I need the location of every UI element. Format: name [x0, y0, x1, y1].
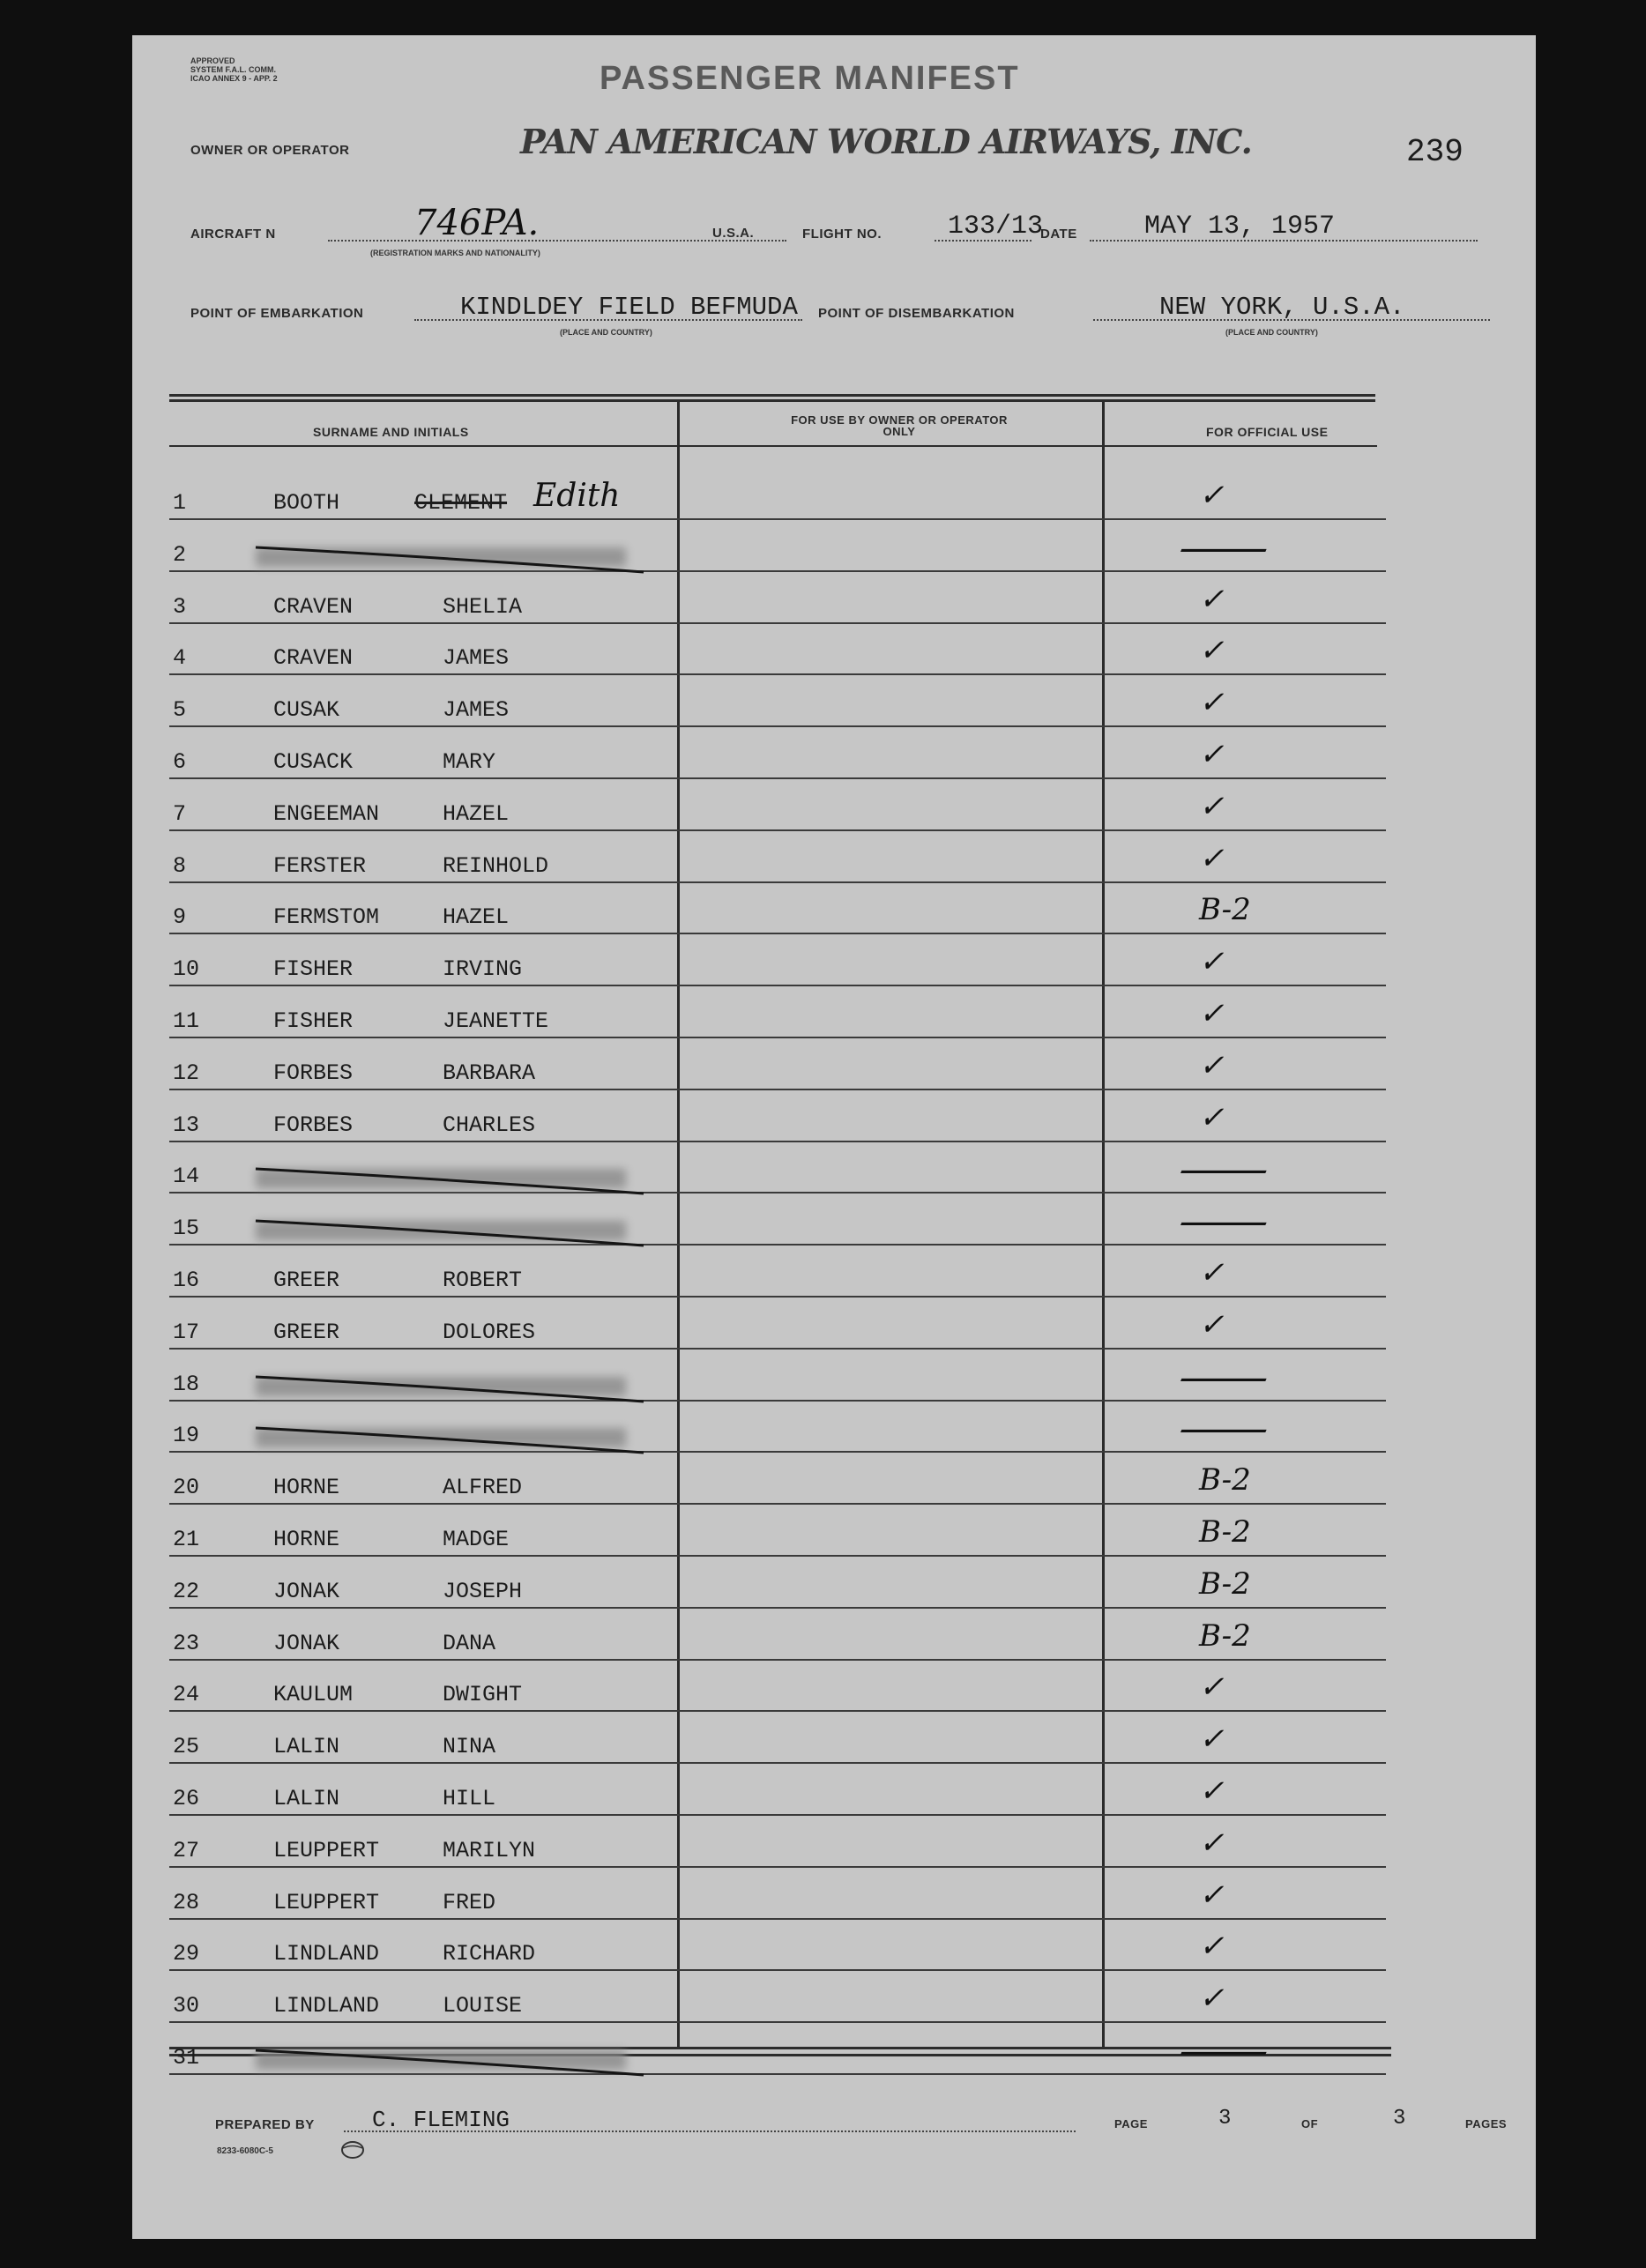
date-label: DATE — [1040, 227, 1077, 242]
row-rule — [169, 2021, 1386, 2023]
official-use-mark: ✓ — [1199, 1255, 1225, 1290]
passenger-surname: CUSACK — [273, 749, 354, 775]
row-rule — [169, 673, 1386, 675]
passenger-given-name: MARILYN — [443, 1838, 536, 1863]
official-use-mark: ✓ — [1199, 1929, 1225, 1964]
official-use-mark: — — [1177, 1403, 1270, 1453]
row-number: 19 — [173, 1423, 200, 1448]
passenger-surname: JONAK — [273, 1631, 340, 1656]
row-number: 1 — [173, 490, 187, 516]
row-number: 20 — [173, 1475, 200, 1500]
header-official-use: FOR OFFICIAL USE — [1206, 425, 1329, 439]
passenger-given-name: ROBERT — [443, 1268, 523, 1293]
row-number: 4 — [173, 645, 187, 671]
passenger-given-name: CLEMENT — [414, 490, 508, 516]
row-rule — [169, 1296, 1386, 1298]
official-use-mark: B-2 — [1199, 1618, 1251, 1654]
official-use-mark: ✓ — [1199, 685, 1225, 720]
row-rule — [169, 1866, 1386, 1868]
row-number: 5 — [173, 697, 187, 723]
passenger-given-name: JEANETTE — [443, 1008, 549, 1034]
official-use-mark: ✓ — [1199, 1721, 1225, 1757]
page-value: 3 — [1218, 2107, 1232, 2130]
passenger-surname: FISHER — [273, 1008, 354, 1034]
passenger-surname: FERSTER — [273, 853, 367, 879]
official-use-mark: ✓ — [1199, 1048, 1225, 1083]
row-rule — [169, 1141, 1386, 1142]
row-number: 24 — [173, 1682, 200, 1707]
passenger-given-name: MADGE — [443, 1527, 510, 1552]
official-use-mark: — — [1177, 1352, 1270, 1402]
row-rule — [169, 1762, 1386, 1764]
page-label: PAGE — [1114, 2117, 1148, 2130]
row-number: 12 — [173, 1060, 200, 1086]
official-use-mark: ✓ — [1199, 1878, 1225, 1913]
official-use-mark: ✓ — [1199, 789, 1225, 824]
row-number: 9 — [173, 904, 187, 930]
disembark-value: NEW YORK, U.S.A. — [1159, 293, 1405, 322]
passenger-surname: JONAK — [273, 1579, 340, 1604]
row-number: 10 — [173, 956, 200, 982]
passenger-given-name: HILL — [443, 1786, 496, 1811]
passenger-surname: LALIN — [273, 1786, 340, 1811]
official-use-mark: B-2 — [1199, 892, 1251, 927]
row-number: 31 — [173, 2045, 200, 2071]
prepared-label: PREPARED BY — [215, 2117, 315, 2132]
row-number: 14 — [173, 1164, 200, 1189]
prepared-value: C. FLEMING — [372, 2107, 510, 2133]
passenger-given-name: HAZEL — [443, 904, 510, 930]
passenger-given-name: REINHOLD — [443, 853, 549, 879]
row-rule — [169, 933, 1386, 934]
official-use-mark: — — [1177, 2026, 1270, 2075]
passenger-given-name: RICHARD — [443, 1941, 536, 1967]
passenger-surname: FISHER — [273, 956, 354, 982]
passenger-given-name: JAMES — [443, 697, 510, 723]
passenger-surname: ENGEEMAN — [273, 801, 380, 827]
passenger-surname: LINDLAND — [273, 1993, 380, 2019]
passenger-given-name: IRVING — [443, 956, 523, 982]
passenger-given-name: DOLORES — [443, 1320, 536, 1345]
passenger-given-name: ALFRED — [443, 1475, 523, 1500]
official-use-mark: ✓ — [1199, 1669, 1225, 1705]
row-number: 13 — [173, 1112, 200, 1138]
official-use-mark: ✓ — [1199, 996, 1225, 1031]
official-use-mark: — — [1177, 1144, 1270, 1193]
passenger-surname: CUSAK — [273, 697, 340, 723]
place-note-1: (PLACE AND COUNTRY) — [560, 328, 652, 337]
pages-label: PAGES — [1465, 2117, 1508, 2130]
row-rule — [169, 829, 1386, 831]
passenger-given-name: BARBARA — [443, 1060, 536, 1086]
row-rule — [169, 1348, 1386, 1350]
row-number: 7 — [173, 801, 187, 827]
passenger-surname: LEUPPERT — [273, 1890, 380, 1915]
passenger-given-name: SHELIA — [443, 594, 523, 620]
row-rule — [169, 777, 1386, 779]
passenger-surname: LALIN — [273, 1734, 340, 1759]
aircraft-label: AIRCRAFT N — [190, 227, 276, 242]
passenger-given-name: MARY — [443, 749, 496, 775]
passenger-given-name: FRED — [443, 1890, 496, 1915]
official-use-mark: ✓ — [1199, 1774, 1225, 1809]
usa-label: U.S.A. — [712, 226, 755, 241]
of-label: OF — [1301, 2117, 1319, 2130]
passenger-surname: FERMSTOM — [273, 904, 380, 930]
pan-am-logo-icon — [339, 2138, 366, 2161]
passenger-given-name: DANA — [443, 1631, 496, 1656]
form-code: 8233-6080C-5 — [217, 2146, 273, 2156]
strike-through-mark — [247, 1151, 670, 1204]
passenger-surname: CRAVEN — [273, 594, 354, 620]
row-number: 25 — [173, 1734, 200, 1759]
manifest-paper — [132, 35, 1536, 2239]
row-rule — [169, 1969, 1386, 1971]
passenger-surname: HORNE — [273, 1527, 340, 1552]
passenger-surname: LEUPPERT — [273, 1838, 380, 1863]
official-use-mark: ✓ — [1199, 633, 1225, 668]
row-rule — [169, 518, 1386, 520]
row-number: 18 — [173, 1372, 200, 1397]
row-rule — [169, 1710, 1386, 1712]
row-number: 22 — [173, 1579, 200, 1604]
official-use-mark: ✓ — [1199, 478, 1225, 513]
row-number: 30 — [173, 1993, 200, 2019]
approval-line-2: SYSTEM F.A.L. COMM. — [190, 65, 277, 74]
passenger-given-name: HAZEL — [443, 801, 510, 827]
official-use-mark: B-2 — [1199, 1462, 1251, 1498]
official-use-mark: B-2 — [1199, 1566, 1251, 1602]
row-rule — [169, 1503, 1386, 1505]
row-number: 8 — [173, 853, 187, 879]
row-number: 28 — [173, 1890, 200, 1915]
row-number: 27 — [173, 1838, 200, 1863]
row-rule — [169, 1659, 1386, 1661]
row-number: 11 — [173, 1008, 200, 1034]
strike-through-mark — [247, 1203, 670, 1256]
owner-value: PAN AMERICAN WORLD AIRWAYS, INC. — [520, 122, 1252, 161]
official-use-mark: B-2 — [1199, 1514, 1251, 1550]
passenger-surname: FORBES — [273, 1060, 354, 1086]
passenger-surname: KAULUM — [273, 1682, 354, 1707]
handwritten-given-name: Edith — [533, 478, 621, 514]
row-number: 3 — [173, 594, 187, 620]
row-rule — [169, 1607, 1386, 1609]
row-number: 16 — [173, 1268, 200, 1293]
official-use-mark: ✓ — [1199, 1826, 1225, 1861]
row-number: 15 — [173, 1216, 200, 1241]
row-number: 2 — [173, 542, 187, 568]
owner-label: OWNER OR OPERATOR — [190, 143, 350, 158]
row-rule — [169, 1089, 1386, 1090]
form-title: PASSENGER MANIFEST — [600, 60, 1020, 97]
official-use-mark: — — [1177, 1196, 1270, 1246]
approval-line-3: ICAO ANNEX 9 - APP. 2 — [190, 74, 278, 83]
approval-line-1: APPROVED — [190, 56, 235, 65]
official-use-mark: ✓ — [1199, 1100, 1225, 1135]
row-rule — [169, 622, 1386, 624]
row-rule — [169, 881, 1386, 883]
official-use-mark: ✓ — [1199, 841, 1225, 876]
embark-value: KINDLDEY FIELD BEFMUDA — [460, 293, 798, 322]
row-number: 26 — [173, 1786, 200, 1811]
date-value: MAY 13, 1957 — [1144, 212, 1336, 242]
page-number: 239 — [1406, 134, 1464, 170]
header-owner-use: FOR USE BY OWNER OR OPERATOR ONLY — [791, 413, 1008, 438]
passenger-given-name: CHARLES — [443, 1112, 536, 1138]
row-number: 6 — [173, 749, 187, 775]
strike-through-mark — [247, 1359, 670, 1412]
row-rule — [169, 985, 1386, 986]
row-rule — [169, 1037, 1386, 1038]
passenger-given-name: LOUISE — [443, 1993, 523, 2019]
passenger-given-name: NINA — [443, 1734, 496, 1759]
passenger-surname: BOOTH — [273, 490, 340, 516]
place-note-2: (PLACE AND COUNTRY) — [1225, 328, 1318, 337]
official-use-mark: ✓ — [1199, 944, 1225, 979]
aircraft-value: 746PA. — [414, 203, 540, 243]
passenger-surname: LINDLAND — [273, 1941, 380, 1967]
passenger-given-name: DWIGHT — [443, 1682, 523, 1707]
passenger-surname: GREER — [273, 1320, 340, 1345]
row-number: 17 — [173, 1320, 200, 1345]
row-number: 23 — [173, 1631, 200, 1656]
official-use-mark: ✓ — [1199, 582, 1225, 617]
header-surname: SURNAME AND INITIALS — [313, 425, 469, 439]
registration-note: (REGISTRATION MARKS AND NATIONALITY) — [370, 249, 540, 257]
row-rule — [169, 1918, 1386, 1920]
passenger-given-name: JAMES — [443, 645, 510, 671]
flight-label: FLIGHT NO. — [802, 227, 882, 242]
row-rule — [169, 1814, 1386, 1816]
disembark-label: POINT OF DISEMBARKATION — [818, 306, 1015, 321]
embark-label: POINT OF EMBARKATION — [190, 306, 364, 321]
row-number: 29 — [173, 1941, 200, 1967]
row-number: 21 — [173, 1527, 200, 1552]
passenger-surname: GREER — [273, 1268, 340, 1293]
official-use-mark: ✓ — [1199, 737, 1225, 772]
official-use-mark: ✓ — [1199, 1981, 1225, 2016]
passenger-surname: HORNE — [273, 1475, 340, 1500]
passenger-given-name: JOSEPH — [443, 1579, 523, 1604]
of-value: 3 — [1393, 2107, 1406, 2130]
passenger-surname: FORBES — [273, 1112, 354, 1138]
strike-through-mark — [247, 2033, 670, 2086]
strike-through-mark — [247, 530, 670, 583]
row-rule — [169, 1555, 1386, 1557]
row-rule — [169, 725, 1386, 727]
official-use-mark: — — [1177, 523, 1270, 572]
passenger-surname: CRAVEN — [273, 645, 354, 671]
strike-through-mark — [247, 1410, 670, 1463]
official-use-mark: ✓ — [1199, 1307, 1225, 1342]
flight-value: 133/13 — [948, 212, 1044, 242]
